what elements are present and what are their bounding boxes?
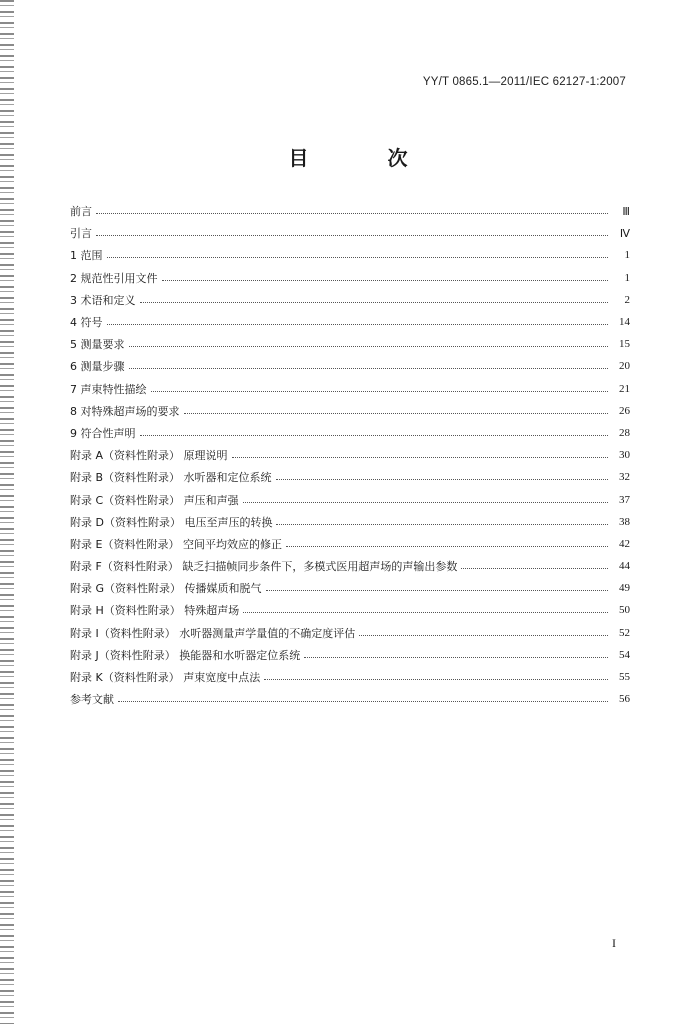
toc-entry-label: 附录 E（资料性附录） 空间平均效应的修正 <box>70 537 282 551</box>
toc-entry-label: 4 符号 <box>70 316 103 330</box>
toc-entry[interactable] <box>70 555 630 577</box>
toc-entry-page: 52 <box>619 626 630 639</box>
dot-leader <box>162 279 609 281</box>
toc-entry[interactable] <box>70 666 630 688</box>
toc-entry-label: 附录 K（资料性附录） 声束宽度中点法 <box>70 671 261 685</box>
toc-entry-page: 32 <box>619 471 630 484</box>
standard-code: YY/T 0865.1—2011/IEC 62127-1:2007 <box>422 76 626 88</box>
toc-entry[interactable] <box>70 400 630 422</box>
toc-entry-label: 引言 <box>70 227 92 241</box>
dot-leader <box>129 345 609 347</box>
table-of-contents <box>70 200 630 710</box>
dot-leader <box>107 323 609 325</box>
toc-entry-label: 5 测量要求 <box>70 338 125 352</box>
dot-leader <box>232 456 608 458</box>
toc-entry-page: Ⅲ <box>622 205 630 218</box>
dot-leader <box>264 678 608 680</box>
toc-entry[interactable] <box>70 267 630 289</box>
toc-entry-page: 20 <box>619 360 630 373</box>
toc-entry-label: 附录 G（资料性附录） 传播媒质和脱气 <box>70 582 262 596</box>
dot-leader <box>266 589 608 591</box>
toc-entry-page: 28 <box>619 426 630 439</box>
toc-entry-page: 49 <box>619 582 630 595</box>
toc-entry-label: 附录 J（资料性附录） 换能器和水听器定位系统 <box>70 648 301 662</box>
toc-entry[interactable] <box>70 644 630 666</box>
toc-entry[interactable] <box>70 599 630 621</box>
toc-entry[interactable] <box>70 378 630 400</box>
toc-entry-label: 前言 <box>70 205 92 219</box>
toc-entry-page: 21 <box>619 382 630 395</box>
toc-entry-label: 6 测量步骤 <box>70 360 125 374</box>
toc-entry-page: 14 <box>619 316 630 329</box>
dot-leader <box>107 256 609 258</box>
toc-entry[interactable] <box>70 577 630 599</box>
dot-leader <box>276 523 608 525</box>
toc-entry-label: 3 术语和定义 <box>70 293 136 307</box>
toc-entry[interactable] <box>70 533 630 555</box>
dot-leader <box>243 501 608 503</box>
toc-entry-page: 42 <box>619 537 630 550</box>
toc-entry[interactable] <box>70 244 630 266</box>
toc-entry[interactable] <box>70 289 630 311</box>
dot-leader <box>286 545 608 547</box>
toc-entry-label: 附录 B（资料性附录） 水听器和定位系统 <box>70 471 272 485</box>
dot-leader <box>96 234 608 236</box>
dot-leader <box>129 367 609 369</box>
toc-entry[interactable] <box>70 688 630 710</box>
toc-entry[interactable] <box>70 488 630 510</box>
dot-leader <box>118 700 608 702</box>
toc-entry-label: 参考文献 <box>70 693 114 707</box>
page-number: I <box>612 936 616 950</box>
toc-entry-label: 1 范围 <box>70 249 103 263</box>
toc-entry-label: 8 对特殊超声场的要求 <box>70 404 180 418</box>
toc-entry-page: 37 <box>619 493 630 506</box>
dot-leader <box>276 478 608 480</box>
toc-entry[interactable] <box>70 466 630 488</box>
toc-entry-label: 附录 I（资料性附录） 水听器测量声学量值的不确定度评估 <box>70 626 356 640</box>
dot-leader <box>151 390 609 392</box>
toc-entry-page: Ⅳ <box>619 227 630 240</box>
toc-entry-label: 7 声束特性描绘 <box>70 382 147 396</box>
toc-entry-page: 38 <box>619 515 630 528</box>
toc-entry[interactable] <box>70 222 630 244</box>
dot-leader <box>184 412 609 414</box>
toc-entry-label: 9 符合性声明 <box>70 426 136 440</box>
toc-entry[interactable] <box>70 622 630 644</box>
toc-entry-page: 54 <box>619 648 630 661</box>
toc-entry-page: 2 <box>624 293 630 306</box>
page-title: 目 次 <box>288 146 444 170</box>
toc-entry-page: 30 <box>619 449 630 462</box>
toc-entry-page: 1 <box>624 249 630 262</box>
toc-entry-label: 附录 H（资料性附录） 特殊超声场 <box>70 604 240 618</box>
toc-entry[interactable] <box>70 422 630 444</box>
dot-leader <box>140 301 609 303</box>
toc-entry-page: 1 <box>624 271 630 284</box>
toc-entry-page: 26 <box>619 404 630 417</box>
toc-entry[interactable] <box>70 311 630 333</box>
toc-entry-page: 15 <box>619 338 630 351</box>
dot-leader <box>140 434 609 436</box>
dot-leader <box>461 567 608 569</box>
toc-entry-label: 附录 D（资料性附录） 电压至声压的转换 <box>70 515 273 529</box>
toc-entry-label: 2 规范性引用文件 <box>70 271 158 285</box>
toc-entry-label: 附录 F（资料性附录） 缺乏扫描帧同步条件下，多模式医用超声场的声输出参数 <box>70 560 458 574</box>
dot-leader <box>304 656 608 658</box>
toc-entry-label: 附录 A（资料性附录） 原理说明 <box>70 449 228 463</box>
toc-entry-page: 50 <box>619 604 630 617</box>
dot-leader <box>96 212 608 214</box>
toc-entry[interactable] <box>70 511 630 533</box>
toc-entry-page: 55 <box>619 671 630 684</box>
toc-entry-page: 44 <box>619 560 630 573</box>
toc-entry[interactable] <box>70 355 630 377</box>
toc-entry-label: 附录 C（资料性附录） 声压和声强 <box>70 493 239 507</box>
toc-entry[interactable] <box>70 333 630 355</box>
dot-leader <box>359 634 608 636</box>
toc-entry[interactable] <box>70 444 630 466</box>
toc-entry[interactable] <box>70 200 630 222</box>
dot-leader <box>243 611 608 613</box>
toc-entry-page: 56 <box>619 693 630 706</box>
